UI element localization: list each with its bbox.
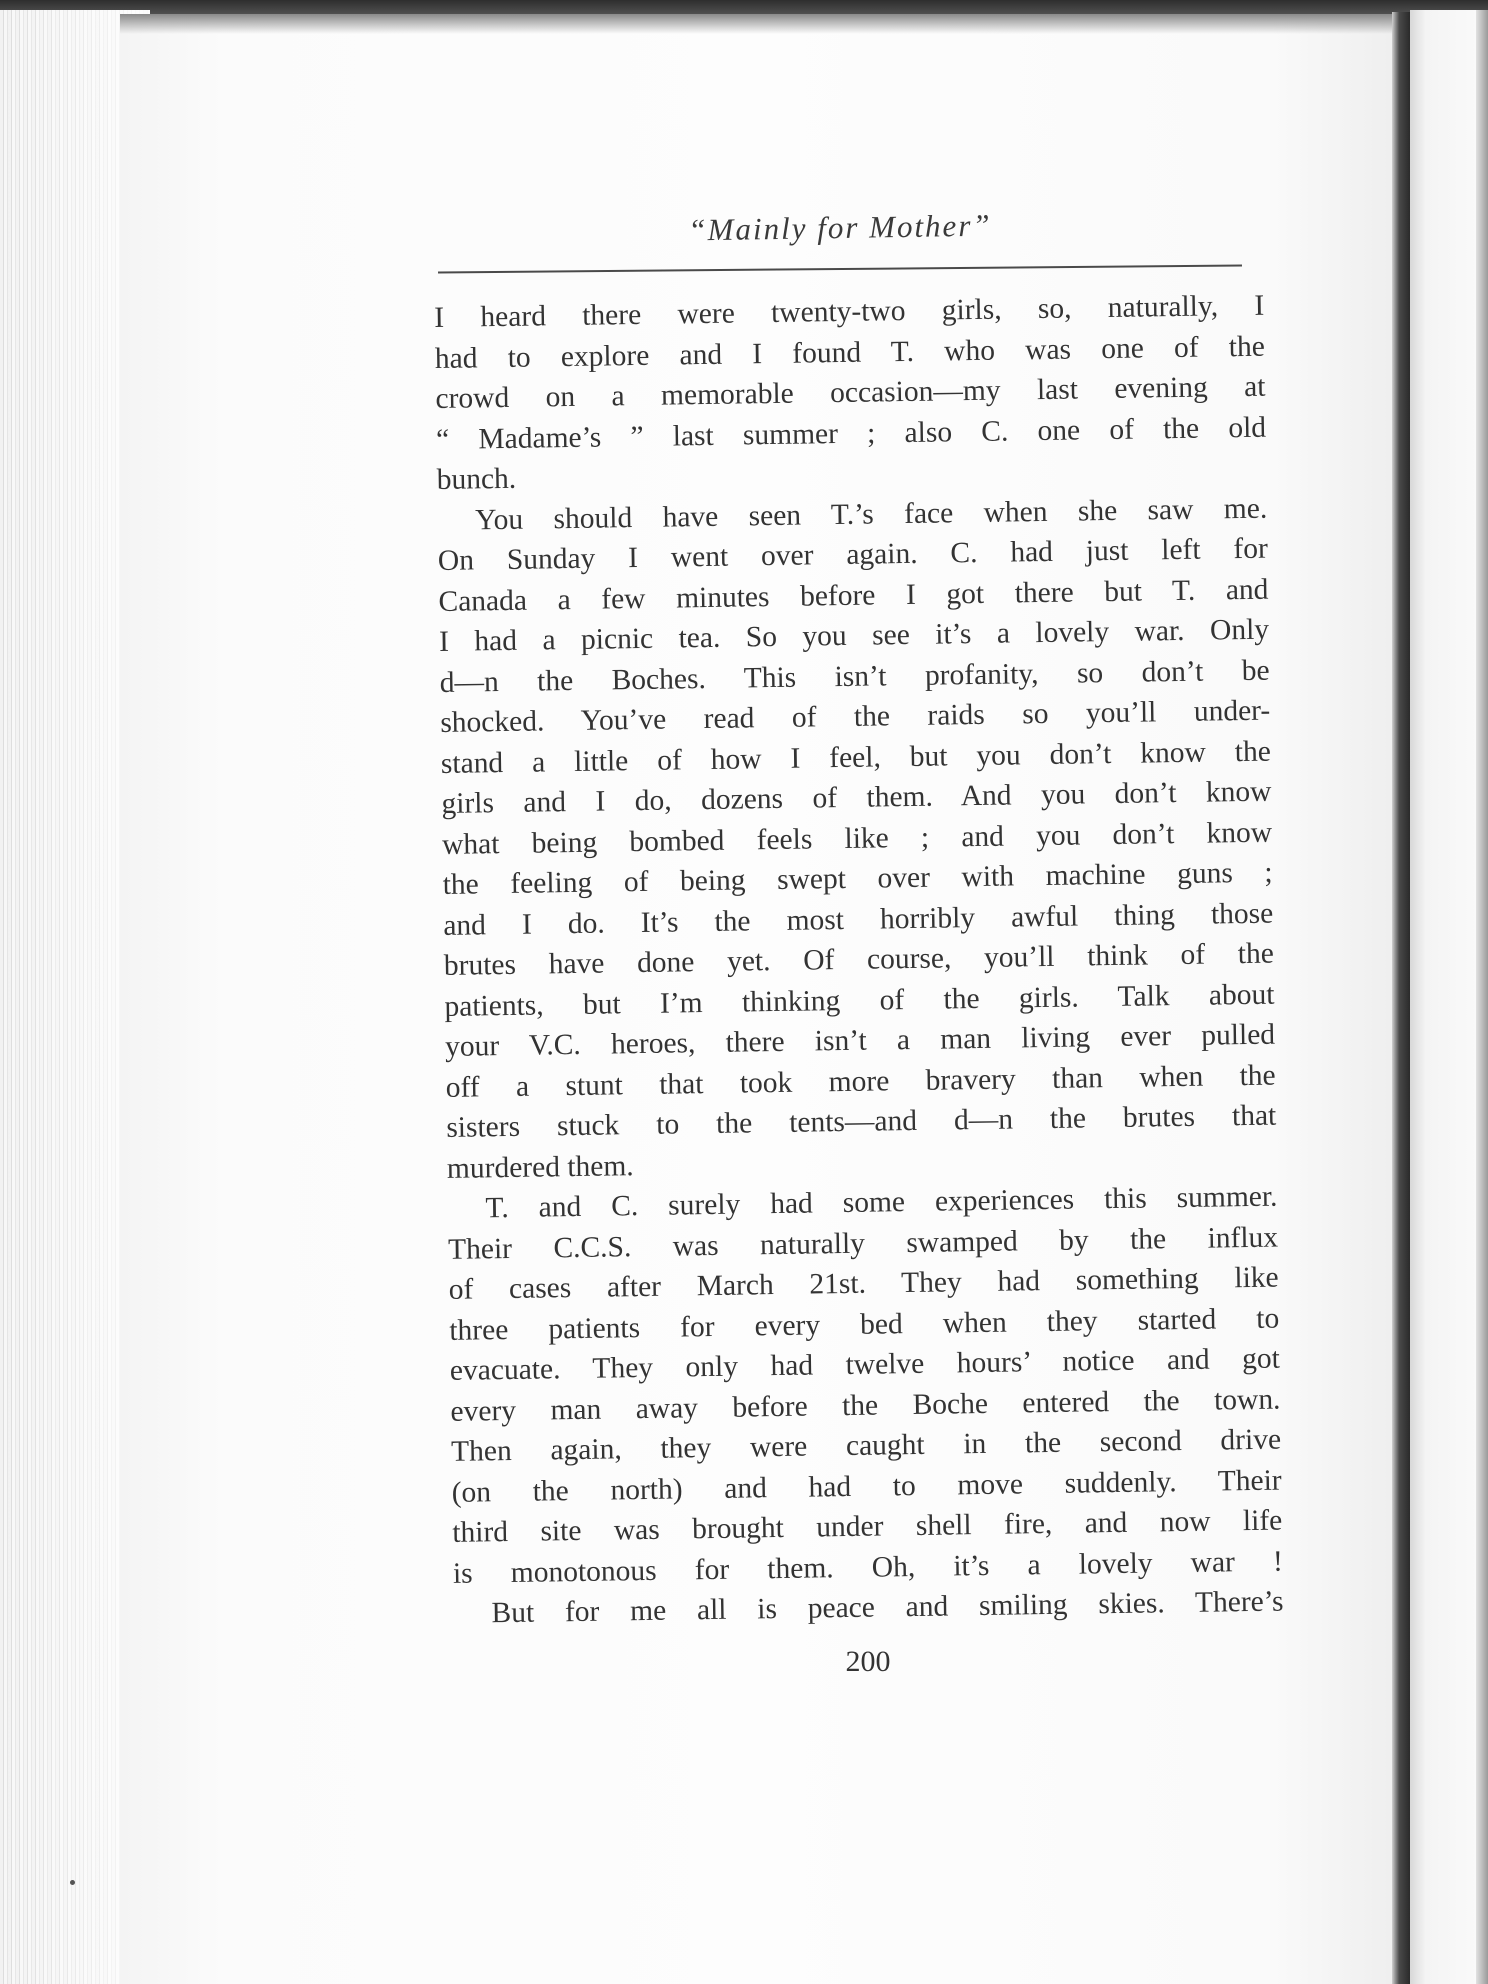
body-text xyxy=(434,286,1284,1635)
text-line: (on the north) and had to move suddenly. Their xyxy=(451,1464,1282,1509)
facing-page-edge xyxy=(1476,10,1488,1984)
text-line: I heard there were twenty-two girls, so, naturally, I xyxy=(434,289,1265,334)
text-line: is monotonous for them. Oh, it’s a lovely war ! xyxy=(452,1545,1284,1590)
text-line: stand a little of how I feel, but you don’t know the xyxy=(440,735,1272,780)
text-line: You should have seen T.’s face when she saw me. xyxy=(475,492,1268,536)
text-line: crowd on a memorable occasion—my last evening at xyxy=(435,370,1266,415)
text-line: evacuate. They only had twelve hours’ notice and got xyxy=(449,1342,1281,1387)
binding-strip xyxy=(1392,12,1410,1984)
text-line: I had a picnic tea. So you see it’s a lovely war. Only xyxy=(438,613,1270,658)
text-line: d—n the Boches. This isn’t profanity, so don’t be xyxy=(439,654,1270,699)
text-line: of cases after March 21st. They had something like xyxy=(448,1261,1279,1306)
text-line: murdered them. xyxy=(446,1149,634,1185)
text-line: three patients for every bed when they started to xyxy=(449,1302,1280,1347)
text-line: “ Madame’s ” last summer ; also C. one of the old xyxy=(435,411,1267,456)
text-line: girls and I do, dozens of them. And you don’t know xyxy=(441,775,1272,820)
text-line: sisters stuck to the tents—and d—n the brutes that xyxy=(446,1099,1277,1144)
text-line: third site was brought under shell fire, and now life xyxy=(452,1504,1283,1549)
text-line: had to explore and I found T. who was one of the xyxy=(434,330,1266,375)
page-top-shadow xyxy=(120,14,1400,34)
text-line: off a stunt that took more bravery than when the xyxy=(445,1059,1276,1104)
scan-speck xyxy=(70,1880,75,1885)
text-line: shocked. You’ve read of the raids so you’ll under- xyxy=(440,694,1271,739)
text-line: brutes have done yet. Of course, you’ll think of the xyxy=(443,937,1275,982)
text-line: Then again, they were caught in the second drive xyxy=(450,1423,1282,1468)
text-line: Their C.C.S. was naturally swamped by the influx xyxy=(447,1221,1279,1266)
text-line: the feeling of being swept over with machine guns ; xyxy=(442,856,1273,901)
text-line: what being bombed feels like ; and you don’t know xyxy=(441,816,1273,861)
text-line: patients, but I’m thinking of the girls. Talk about xyxy=(444,978,1275,1023)
text-line: But for me all is peace and smiling skies. There’s xyxy=(491,1585,1284,1630)
running-head: “Mainly for Mother” xyxy=(688,207,992,248)
text-line: every man away before the Boche entered the town. xyxy=(450,1383,1281,1428)
text-line: Canada a few minutes before I got there but T. and xyxy=(438,573,1269,618)
text-line: On Sunday I went over again. C. had just left for xyxy=(437,532,1269,577)
text-line: your V.C. heroes, there isn’t a man living ever pulled xyxy=(444,1018,1276,1063)
text-line: T. and C. surely had some experiences this summer. xyxy=(485,1180,1278,1225)
text-line: and I do. It’s the most horribly awful thing those xyxy=(443,897,1274,942)
page-number: 200 xyxy=(845,1645,891,1678)
text-line: bunch. xyxy=(436,462,517,496)
